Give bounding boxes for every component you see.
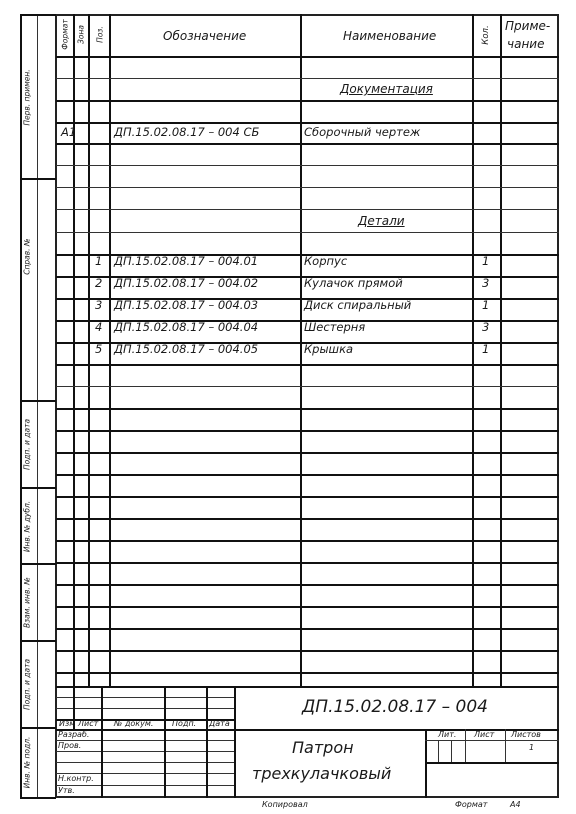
table-row-line [56,430,559,432]
tb-title-line1: Патрон [292,738,354,757]
header-note-2: чание [507,37,545,51]
row-designation: ДП.15.02.08.17 – 004.02 [114,276,259,290]
row-name: Корпус [304,254,348,268]
row-name: Крышка [304,342,354,356]
row-pos: 4 [95,320,103,334]
table-row-line [56,628,559,630]
row-designation: ДП.15.02.08.17 – 004.04 [114,320,259,334]
table-row-line [56,143,559,145]
tb-col-list [101,686,103,798]
side-stamp-split [20,400,56,402]
side-label-inv-dubl: Инв. № дубл. [22,500,32,553]
footer-format-label: Формат [455,800,488,809]
side-label-podp-data-2: Подп. и дата [22,658,32,711]
header-designation: Обозначение [163,29,247,43]
row-qty: 1 [482,298,490,312]
table-row-line [56,474,559,476]
footer-format-value: А4 [510,800,521,809]
row-pos: 2 [95,276,103,290]
side-label-inv-podl: Инв. № подл. [22,736,32,789]
table-row-line [56,672,559,674]
table-row-line [56,364,559,366]
tb-data: Дата [209,719,230,728]
table-row-line [56,518,559,520]
tb-izm: Изм [59,719,76,728]
row-name: Сборочный чертеж [304,125,421,139]
table-row-line [56,562,559,564]
row-pos: 1 [95,254,103,268]
row-designation: ДП.15.02.08.17 – 004.03 [114,298,259,312]
header-zone: Зона [76,25,86,44]
table-row-line [56,650,559,652]
table-row-line [56,122,559,124]
row-designation: ДП.15.02.08.17 – 004 СБ [114,125,260,139]
header-note-1: Приме- [505,19,551,33]
side-stamp-split [20,487,56,489]
row-name: Диск спиральный [304,298,412,312]
side-label-sprav-no: Справ. № [22,238,32,275]
row-qty: 3 [482,320,490,334]
table-row-line [56,540,559,542]
header-pos: Поз. [95,26,105,43]
table-row-line [56,187,559,188]
section-details: Детали [358,214,405,228]
side-label-perv-primen: Перв. примен. [22,69,32,126]
header-format: Формат [60,19,70,50]
row-qty: 3 [482,276,490,290]
row-name: Кулачок прямой [304,276,403,290]
row-qty: 1 [482,254,490,268]
titleblock-lit-bottom [425,762,559,764]
row-format: А1 [61,125,77,139]
table-row-line [56,496,559,498]
tb-podp: Подп. [172,719,197,728]
table-row-line [56,232,559,233]
tb-utv: Утв. [58,786,75,795]
table-row-line [56,386,559,387]
tb-listov: Листов [511,730,541,739]
table-row-line [56,209,559,210]
tb-prov: Пров. [58,741,82,750]
table-row-line [56,165,559,166]
side-stamp-divider [37,14,38,798]
side-label-vzam-inv: Взам. инв. № [22,577,32,628]
table-row-line [56,606,559,608]
tb-list: Лист [78,719,99,728]
tb-list2: Лист [474,730,495,739]
titleblock-main-split [234,686,236,798]
titleblock-lit-sub [451,740,452,762]
tb-doc-code: ДП.15.02.08.17 – 004 [302,697,488,717]
row-qty: 1 [482,342,490,356]
tb-listov-value: 1 [529,743,535,752]
table-row-line [56,100,559,102]
titleblock-top [56,686,559,688]
footer-copied: Копировал [262,800,308,809]
header-name: Наименование [343,29,437,43]
tb-col-ndok [164,686,166,798]
table-row-line [56,584,559,586]
tb-nkontr: Н.контр. [58,774,94,783]
header-bottom-line [56,56,559,58]
side-label-podp-data: Подп. и дата [22,418,32,471]
row-designation: ДП.15.02.08.17 – 004.01 [114,254,259,268]
table-row-line [56,78,559,79]
titleblock-lit-sub [438,740,439,762]
tb-razrab: Разраб. [58,730,90,739]
titleblock-lit-col [465,729,466,762]
table-row-line [56,408,559,410]
row-designation: ДП.15.02.08.17 – 004.05 [114,342,259,356]
tb-ndokum: № докум. [114,719,154,728]
row-pos: 3 [95,298,103,312]
titleblock-list-col [505,729,506,762]
table-row-line [56,452,559,454]
tb-title-line2: трехкулачковый [252,764,392,783]
header-qty: Кол. [481,25,491,45]
side-stamp-split [20,563,56,565]
row-name: Шестерня [304,320,366,334]
side-stamp-top [20,14,56,16]
section-documentation: Документация [340,82,433,96]
titleblock-lit-header-line [425,740,559,741]
side-stamp-split [20,640,56,642]
row-pos: 5 [95,342,103,356]
tb-lit: Лит. [438,730,457,739]
side-stamp-split [20,178,56,180]
tb-col-podp [206,686,208,798]
